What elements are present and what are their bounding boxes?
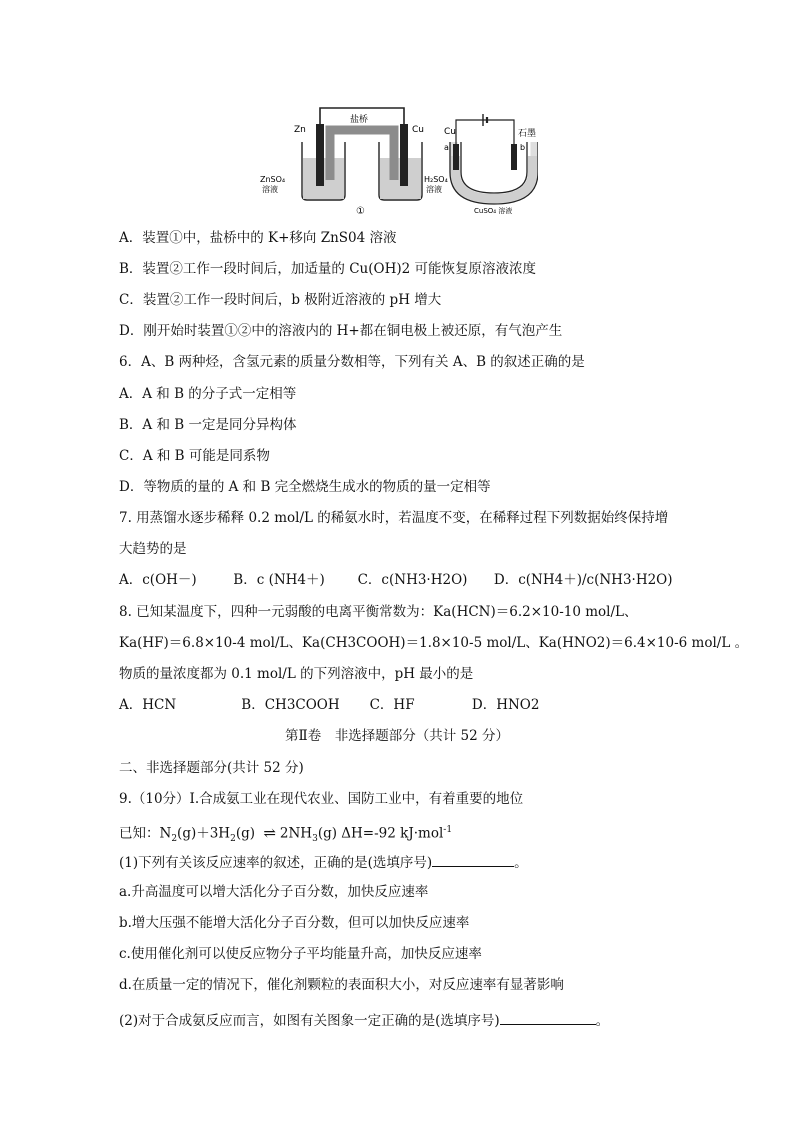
label-a: a — [444, 143, 449, 152]
q6-option-b: B．A 和 B 一定是同分异构体 — [119, 417, 297, 433]
section-title: 第Ⅱ卷 非选择题部分（共计 52 分） — [285, 728, 509, 744]
electrochemistry-figure — [258, 100, 538, 218]
q6-stem: 6．A、B 两种烃，含氢元素的质量分数相等，下列有关 A、B 的叙述正确的是 — [119, 354, 585, 370]
eq-sub-nh3: 3 — [312, 834, 318, 845]
q5-option-a: A．装置①中，盐桥中的 K+移向 ZnS04 溶液 — [119, 230, 397, 246]
q7-stem-line1: 7. 用蒸馏水逐步稀释 0.2 mol/L 的稀氨水时，若温度不变，在稀释过程下列数据始终保持增 — [119, 510, 669, 526]
label-cuso4: CuSO₄ 溶液 — [474, 207, 513, 215]
q9-sub2-end: 。 — [595, 1013, 610, 1029]
label-b: b — [520, 143, 526, 152]
q6-option-a: A．A 和 B 的分子式一定相等 — [119, 386, 297, 402]
eq-mid1: (g)＋3H — [177, 825, 231, 842]
q7-options — [119, 571, 673, 589]
q9-sub2-blank[interactable] — [500, 1010, 596, 1025]
q9-option-d: d.在质量一定的情况下，催化剂颗粒的表面积大小，对反应速率有显著影响 — [119, 977, 564, 993]
label-zn: Zn — [294, 125, 306, 135]
q7-option-b: B．c (NH4＋) — [233, 572, 325, 588]
eq-sub-n2: 2 — [171, 834, 178, 845]
q8-stem-line2: Ka(HF)＝6.8×10-4 mol/L、Ka(CH3COOH)＝1.8×10-5 mol/L、Ka(HNO2)＝6.4×10-6 mol/L 。 — [119, 635, 749, 651]
eq-mid4: (g) ΔH=-92 kJ·mol — [317, 825, 444, 842]
q9-subquestion-2 — [119, 1010, 609, 1030]
q8-options — [119, 696, 539, 714]
eq-sub-h2: 2 — [230, 834, 236, 845]
label-h2so4-2: 溶液 — [426, 185, 442, 194]
q5-option-d: D．刚开始时装置①②中的溶液内的 H+都在铜电极上被还原，有气泡产生 — [119, 323, 563, 339]
label-salt-bridge: 盐桥 — [350, 115, 369, 125]
label-cu-2: Cu — [444, 127, 456, 137]
label-graphite: 石墨 — [518, 129, 537, 139]
label-h2so4: H₂SO₄ — [424, 175, 448, 184]
label-znso4-2: 溶液 — [262, 185, 278, 194]
q8-option-b: B．CH3COOH — [241, 697, 340, 713]
label-znso4: ZnSO₄ — [260, 175, 286, 184]
zn-electrode — [316, 124, 324, 186]
cu-electrode-2 — [453, 144, 459, 170]
q9-stem: 9.（10分）I.合成氨工业在现代农业、国防工业中，有着重要的地位 — [119, 791, 524, 807]
q7-option-a: A．c(OH－) — [119, 572, 197, 588]
equilibrium-arrow-icon: ⇌ — [263, 823, 276, 842]
q7-option-c: C．c(NH3·H2O) — [357, 572, 468, 588]
q8-option-d: D．HNO2 — [471, 697, 540, 713]
q9-sub2-text: (2)对于合成氨反应而言，如图有关图象一定正确的是(选填序号) — [119, 1013, 500, 1029]
q9-sub1-end: 。 — [514, 855, 528, 871]
eq-mid3: 2NH — [279, 825, 313, 842]
q9-sub1-text: (1)下列有关该反应速率的叙述，正确的是(选填序号) — [119, 855, 433, 871]
graphite-electrode — [511, 144, 517, 170]
q9-option-a: a.升高温度可以增大活化分子百分数，加快反应速率 — [119, 884, 429, 900]
eq-mid2: (g) — [235, 825, 256, 842]
cu-electrode — [400, 124, 408, 186]
section-heading: 二、非选择题部分(共计 52 分) — [119, 760, 304, 776]
q9-known-equation — [119, 821, 452, 848]
q9-sub1-blank[interactable] — [432, 852, 514, 867]
q7-stem-line2: 大趋势的是 — [119, 541, 187, 557]
label-device-1: ① — [356, 206, 365, 217]
q8-stem-line3: 物质的量浓度都为 0.1 mol/L 的下列溶液中，pH 最小的是 — [119, 666, 474, 682]
q9-subquestion-1 — [119, 852, 528, 872]
q8-option-c: C．HF — [369, 697, 415, 713]
q6-option-c: C．A 和 B 可能是同系物 — [119, 448, 270, 464]
q8-stem-line1: 8. 已知某温度下，四种一元弱酸的电离平衡常数为：Ka(HCN)＝6.2×10-10 mol/L、 — [119, 604, 638, 620]
q8-option-a: A．HCN — [119, 697, 177, 713]
eq-sup: -1 — [443, 825, 453, 835]
q5-option-c: C．装置②工作一段时间后，b 极附近溶液的 pH 增大 — [119, 292, 442, 308]
q7-option-d: D．c(NH4＋)/c(NH3·H2O) — [493, 572, 673, 588]
u-tube-solution — [451, 156, 537, 203]
q6-option-d: D．等物质的量的 A 和 B 完全燃烧生成水的物质的量一定相等 — [119, 479, 491, 495]
eq-prefix: 已知：N — [119, 825, 172, 842]
q5-option-b: B．装置②工作一段时间后，加适量的 Cu(OH)2 可能恢复原溶液浓度 — [119, 261, 536, 277]
battery-wire — [456, 120, 514, 146]
label-cu: Cu — [412, 125, 424, 135]
q9-option-b: b.增大压强不能增大活化分子百分数，但可以加快反应速率 — [119, 915, 470, 931]
q9-option-c: c.使用催化剂可以使反应物分子平均能量升高，加快反应速率 — [119, 946, 482, 962]
